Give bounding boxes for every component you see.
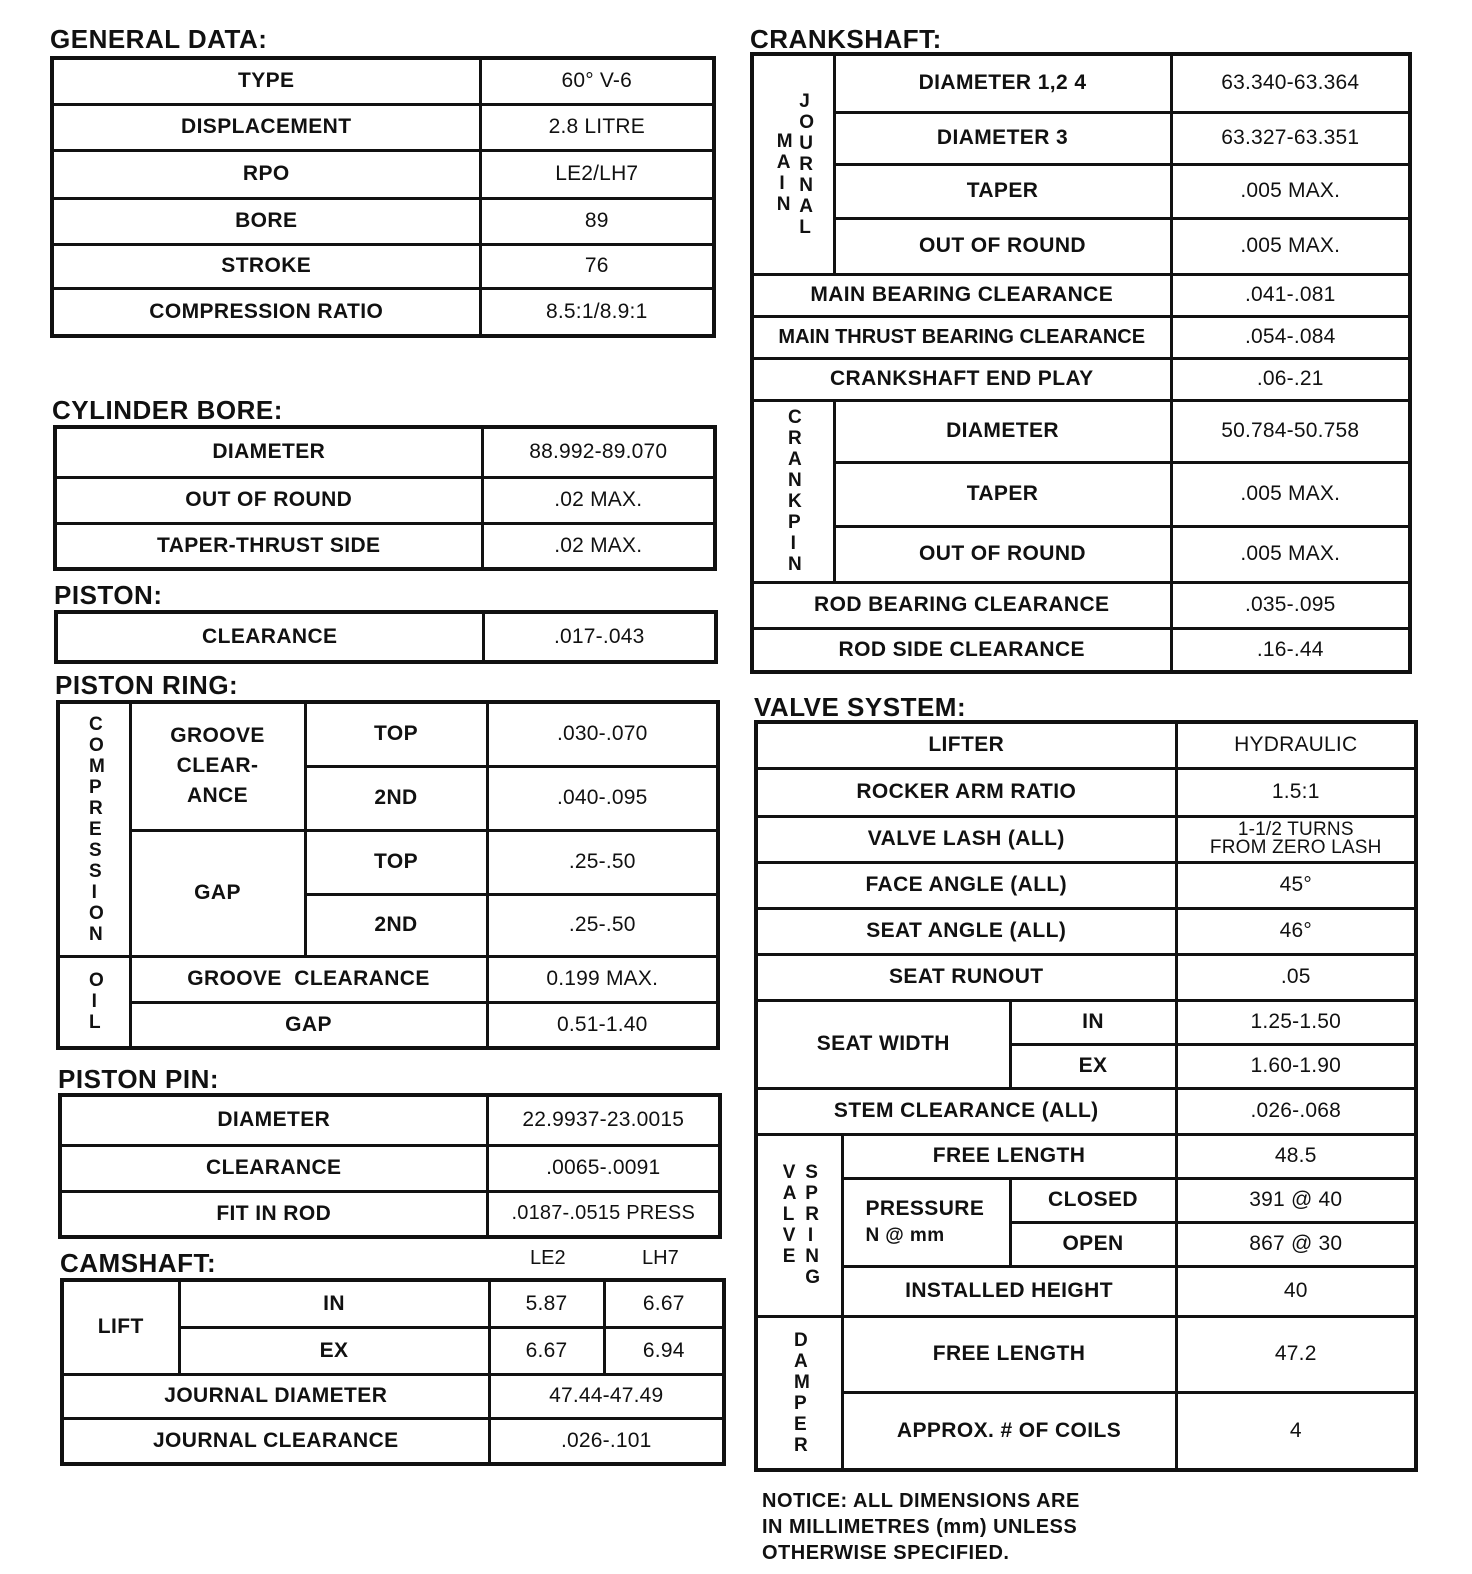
crankpin-vertical-label bbox=[752, 400, 834, 582]
installed-height-value: 40 bbox=[1176, 1266, 1416, 1316]
installed-height-label: INSTALLED HEIGHT bbox=[842, 1266, 1176, 1316]
general-data-title: GENERAL DATA: bbox=[50, 24, 268, 54]
table-row bbox=[752, 112, 1410, 164]
crankshaft-table bbox=[750, 52, 1412, 674]
main-journal-vertical-label bbox=[752, 54, 834, 274]
out-of-round-value: .005 MAX. bbox=[1171, 218, 1410, 274]
valve-system-title: VALVE SYSTEM: bbox=[754, 692, 967, 722]
table-row bbox=[752, 274, 1410, 316]
oil-label: OIL bbox=[88, 970, 104, 1034]
oil-vertical-label bbox=[58, 956, 130, 1048]
rod-side-clearance-label: ROD SIDE CLEARANCE bbox=[752, 628, 1171, 672]
spec-value: LE2/LH7 bbox=[480, 150, 714, 198]
table-row bbox=[60, 1191, 720, 1237]
table-row bbox=[756, 1178, 1416, 1222]
closed-value: 391 @ 40 bbox=[1176, 1178, 1416, 1222]
table-row bbox=[756, 908, 1416, 954]
oil-gap-label: GAP bbox=[130, 1002, 487, 1048]
pressure-unit: N @ mm bbox=[865, 1225, 945, 1246]
pin-taper-value: .005 MAX. bbox=[1171, 462, 1410, 526]
valve-lash-label: VALVE LASH (ALL) bbox=[756, 816, 1176, 862]
table-row bbox=[752, 316, 1410, 358]
spring-free-length-value: 48.5 bbox=[1176, 1134, 1416, 1178]
top-label: TOP bbox=[305, 830, 487, 894]
diameter-124-value: 63.340-63.364 bbox=[1171, 54, 1410, 112]
journal-label: JOURNAL bbox=[799, 90, 815, 238]
table-row bbox=[752, 358, 1410, 400]
table-row bbox=[62, 1280, 724, 1327]
spec-label: FIT IN ROD bbox=[60, 1191, 487, 1237]
table-row bbox=[55, 523, 715, 569]
lift-ex-label: EX bbox=[179, 1327, 489, 1374]
spec-value: 88.992-89.070 bbox=[482, 427, 715, 477]
face-angle-label: FACE ANGLE (ALL) bbox=[756, 862, 1176, 908]
spec-value: .0065-.0091 bbox=[487, 1145, 720, 1191]
table-row bbox=[752, 218, 1410, 274]
seat-width-ex-value: 1.60-1.90 bbox=[1176, 1044, 1416, 1088]
pressure-label bbox=[842, 1178, 1010, 1266]
lift-in-label: IN bbox=[179, 1280, 489, 1327]
table-row bbox=[752, 54, 1410, 112]
spec-label: CLEARANCE bbox=[60, 1145, 487, 1191]
table-row bbox=[52, 150, 714, 198]
approx-coils-value: 4 bbox=[1176, 1392, 1416, 1470]
rod-bearing-clearance-value: .035-.095 bbox=[1171, 582, 1410, 628]
table-row bbox=[62, 1418, 724, 1464]
cylinder-bore-title: CYLINDER BORE: bbox=[52, 395, 283, 425]
table-row bbox=[752, 628, 1410, 672]
spec-label: TYPE bbox=[52, 58, 480, 104]
rocker-arm-ratio-value: 1.5:1 bbox=[1176, 768, 1416, 816]
lift-ex-lh7-value: 6.94 bbox=[604, 1327, 724, 1374]
table-row bbox=[60, 1145, 720, 1191]
table-row bbox=[752, 462, 1410, 526]
table-row bbox=[52, 58, 714, 104]
journal-clearance-value: .026-.101 bbox=[489, 1418, 724, 1464]
spring-label: SPRING bbox=[805, 1162, 821, 1288]
spec-label: TAPER-THRUST SIDE bbox=[55, 523, 482, 569]
groove-clearance-label: GROOVE CLEAR- ANCE bbox=[130, 702, 305, 830]
main-label: MAIN bbox=[776, 130, 793, 215]
end-play-label: CRANKSHAFT END PLAY bbox=[752, 358, 1171, 400]
table-row bbox=[58, 830, 718, 894]
spec-value: 76 bbox=[480, 244, 714, 288]
spec-label: DIAMETER bbox=[55, 427, 482, 477]
table-row bbox=[58, 702, 718, 766]
notice-line2: IN MILLIMETRES (mm) UNLESS bbox=[762, 1516, 1078, 1538]
compression-vertical-label bbox=[58, 702, 130, 956]
notice-text bbox=[762, 1488, 1182, 1566]
damper-free-length-value: 47.2 bbox=[1176, 1316, 1416, 1392]
table-row bbox=[56, 612, 716, 662]
piston-table bbox=[54, 610, 718, 664]
stem-clearance-value: .026-.068 bbox=[1176, 1088, 1416, 1134]
cylinder-bore-table bbox=[53, 425, 717, 571]
compression-label: COMPRESSION bbox=[88, 713, 105, 945]
valve-lash-line2: FROM ZERO LASH bbox=[1209, 837, 1382, 858]
main-bearing-clearance-label: MAIN BEARING CLEARANCE bbox=[752, 274, 1171, 316]
spec-value: .017-.043 bbox=[483, 612, 716, 662]
table-row bbox=[756, 1000, 1416, 1044]
seat-width-label: SEAT WIDTH bbox=[756, 1000, 1010, 1088]
seat-runout-value: .05 bbox=[1176, 954, 1416, 1000]
table-row bbox=[756, 862, 1416, 908]
second-label: 2ND bbox=[305, 894, 487, 956]
spec-value: 22.9937-23.0015 bbox=[487, 1095, 720, 1145]
table-row bbox=[58, 956, 718, 1002]
groove-2nd-value: .040-.095 bbox=[487, 766, 718, 830]
table-row bbox=[52, 244, 714, 288]
lift-in-lh7-value: 6.67 bbox=[604, 1280, 724, 1327]
damper-free-length-label: FREE LENGTH bbox=[842, 1316, 1176, 1392]
spec-label: DISPLACEMENT bbox=[52, 104, 480, 150]
lifter-value: HYDRAULIC bbox=[1176, 722, 1416, 768]
table-row bbox=[752, 400, 1410, 462]
pin-diameter-value: 50.784-50.758 bbox=[1171, 400, 1410, 462]
table-row bbox=[55, 477, 715, 523]
table-row bbox=[756, 816, 1416, 862]
table-row bbox=[52, 104, 714, 150]
pin-out-of-round-value: .005 MAX. bbox=[1171, 526, 1410, 582]
seat-angle-value: 46° bbox=[1176, 908, 1416, 954]
camshaft-col-le2: LE2 bbox=[530, 1247, 566, 1269]
gap-top-value: .25-.50 bbox=[487, 830, 718, 894]
spec-label: OUT OF ROUND bbox=[55, 477, 482, 523]
notice-line3: OTHERWISE SPECIFIED. bbox=[762, 1542, 1010, 1564]
pressure-text: PRESSURE bbox=[865, 1197, 985, 1220]
rod-side-clearance-value: .16-.44 bbox=[1171, 628, 1410, 672]
open-value: 867 @ 30 bbox=[1176, 1222, 1416, 1266]
oil-groove-label: GROOVE CLEARANCE bbox=[130, 956, 487, 1002]
spec-label: BORE bbox=[52, 198, 480, 244]
closed-label: CLOSED bbox=[1010, 1178, 1176, 1222]
damper-label: DAMPER bbox=[793, 1329, 810, 1456]
stem-clearance-label: STEM CLEARANCE (ALL) bbox=[756, 1088, 1176, 1134]
table-row bbox=[55, 427, 715, 477]
diameter-3-label: DIAMETER 3 bbox=[834, 112, 1171, 164]
spec-value: .02 MAX. bbox=[482, 477, 715, 523]
table-row bbox=[52, 198, 714, 244]
notice-line1: NOTICE: ALL DIMENSIONS ARE bbox=[762, 1490, 1080, 1512]
oil-gap-value: 0.51-1.40 bbox=[487, 1002, 718, 1048]
camshaft-col-lh7: LH7 bbox=[642, 1247, 679, 1269]
spec-value: 60° V-6 bbox=[480, 58, 714, 104]
table-row bbox=[752, 164, 1410, 218]
seat-width-in-label: IN bbox=[1010, 1000, 1176, 1044]
spec-value: .0187-.0515 PRESS bbox=[487, 1191, 720, 1237]
taper-value: .005 MAX. bbox=[1171, 164, 1410, 218]
table-row bbox=[62, 1374, 724, 1418]
piston-pin-table bbox=[58, 1093, 722, 1239]
open-label: OPEN bbox=[1010, 1222, 1176, 1266]
damper-vertical-label bbox=[756, 1316, 842, 1470]
table-row bbox=[756, 1134, 1416, 1178]
camshaft-title: CAMSHAFT: bbox=[60, 1248, 217, 1278]
spec-value: .02 MAX. bbox=[482, 523, 715, 569]
spec-label: STROKE bbox=[52, 244, 480, 288]
table-row bbox=[756, 1088, 1416, 1134]
valve-lash-line1: 1-1/2 TURNS bbox=[1237, 819, 1354, 840]
pin-out-of-round-label: OUT OF ROUND bbox=[834, 526, 1171, 582]
table-row bbox=[756, 954, 1416, 1000]
spec-value: 8.5:1/8.9:1 bbox=[480, 288, 714, 336]
seat-angle-label: SEAT ANGLE (ALL) bbox=[756, 908, 1176, 954]
table-row bbox=[756, 768, 1416, 816]
gap-label: GAP bbox=[130, 830, 305, 956]
lifter-label: LIFTER bbox=[756, 722, 1176, 768]
main-bearing-clearance-value: .041-.081 bbox=[1171, 274, 1410, 316]
rocker-arm-ratio-label: ROCKER ARM RATIO bbox=[756, 768, 1176, 816]
groove-top-value: .030-.070 bbox=[487, 702, 718, 766]
valve-system-table bbox=[754, 720, 1418, 1472]
table-row bbox=[756, 722, 1416, 768]
main-thrust-bearing-label: MAIN THRUST BEARING CLEARANCE bbox=[752, 316, 1171, 358]
journal-diameter-label: JOURNAL DIAMETER bbox=[62, 1374, 489, 1418]
spec-value: 89 bbox=[480, 198, 714, 244]
end-play-value: .06-.21 bbox=[1171, 358, 1410, 400]
spec-value: 2.8 LITRE bbox=[480, 104, 714, 150]
gap-2nd-value: .25-.50 bbox=[487, 894, 718, 956]
valve-label: VALVE bbox=[782, 1162, 797, 1267]
general-data-table bbox=[50, 56, 716, 338]
lift-ex-le2-value: 6.67 bbox=[489, 1327, 604, 1374]
journal-clearance-label: JOURNAL CLEARANCE bbox=[62, 1418, 489, 1464]
face-angle-value: 45° bbox=[1176, 862, 1416, 908]
diameter-124-label: DIAMETER 1,2 4 bbox=[834, 54, 1171, 112]
table-row bbox=[752, 526, 1410, 582]
valve-lash-value bbox=[1176, 816, 1416, 862]
table-row bbox=[52, 288, 714, 336]
crankpin-label: CRANKPIN bbox=[787, 407, 802, 575]
piston-title: PISTON: bbox=[54, 580, 163, 610]
table-row bbox=[756, 1266, 1416, 1316]
piston-ring-table bbox=[56, 700, 720, 1050]
spec-label: DIAMETER bbox=[60, 1095, 487, 1145]
lift-in-le2-value: 5.87 bbox=[489, 1280, 604, 1327]
main-thrust-bearing-value: .054-.084 bbox=[1171, 316, 1410, 358]
spec-label: CLEARANCE bbox=[56, 612, 483, 662]
taper-label: TAPER bbox=[834, 164, 1171, 218]
valve-spring-vertical-label bbox=[756, 1134, 842, 1316]
lift-label: LIFT bbox=[62, 1280, 179, 1374]
out-of-round-label: OUT OF ROUND bbox=[834, 218, 1171, 274]
rod-bearing-clearance-label: ROD BEARING CLEARANCE bbox=[752, 582, 1171, 628]
crankshaft-title: CRANKSHAFT: bbox=[750, 24, 942, 54]
journal-diameter-value: 47.44-47.49 bbox=[489, 1374, 724, 1418]
approx-coils-label: APPROX. # OF COILS bbox=[842, 1392, 1176, 1470]
table-row bbox=[756, 1316, 1416, 1392]
seat-width-in-value: 1.25-1.50 bbox=[1176, 1000, 1416, 1044]
table-row bbox=[752, 582, 1410, 628]
diameter-3-value: 63.327-63.351 bbox=[1171, 112, 1410, 164]
second-label: 2ND bbox=[305, 766, 487, 830]
spec-label: RPO bbox=[52, 150, 480, 198]
seat-runout-label: SEAT RUNOUT bbox=[756, 954, 1176, 1000]
table-row bbox=[58, 1002, 718, 1048]
table-row bbox=[756, 1392, 1416, 1470]
camshaft-table bbox=[60, 1278, 726, 1466]
piston-pin-title: PISTON PIN: bbox=[58, 1064, 220, 1094]
oil-groove-value: 0.199 MAX. bbox=[487, 956, 718, 1002]
spec-label: COMPRESSION RATIO bbox=[52, 288, 480, 336]
top-label: TOP bbox=[305, 702, 487, 766]
piston-ring-title: PISTON RING: bbox=[55, 670, 239, 700]
seat-width-ex-label: EX bbox=[1010, 1044, 1176, 1088]
spring-free-length-label: FREE LENGTH bbox=[842, 1134, 1176, 1178]
table-row bbox=[60, 1095, 720, 1145]
pin-diameter-label: DIAMETER bbox=[834, 400, 1171, 462]
pin-taper-label: TAPER bbox=[834, 462, 1171, 526]
